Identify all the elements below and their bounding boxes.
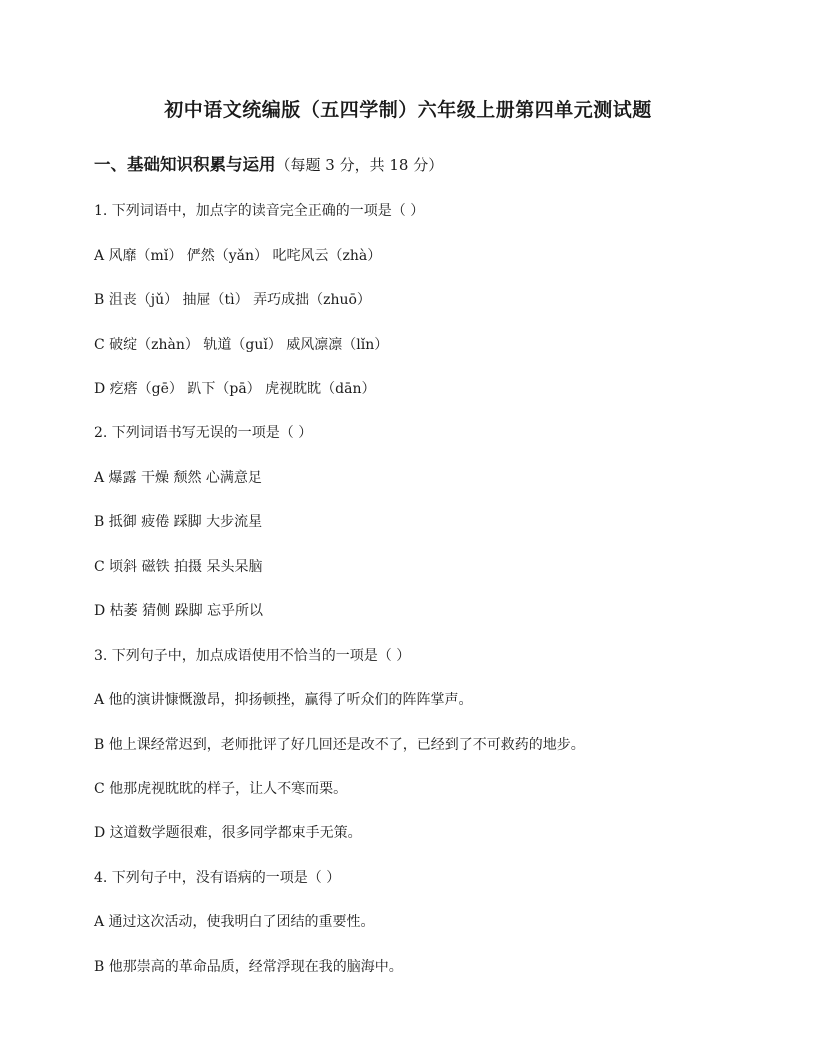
question-4-stem: 4. 下列句子中，没有语病的一项是（ ） bbox=[94, 870, 341, 886]
question-4-option-b: B 他那崇高的革命品质，经常浮现在我的脑海中。 bbox=[94, 959, 403, 975]
question-2-option-d: D 枯萎 猜侧 跺脚 忘乎所以 bbox=[94, 603, 264, 619]
question-1-stem: 1. 下列词语中，加点字的读音完全正确的一项是（ ） bbox=[94, 203, 425, 219]
question-1-option-a: A 风靡（mǐ） 俨然（yǎn） 叱咤风云（zhà） bbox=[94, 248, 382, 264]
question-4-option-a: A 通过这次活动，使我明白了团结的重要性。 bbox=[94, 914, 375, 930]
question-3-option-a: A 他的演讲慷慨激昂，抑扬顿挫，赢得了听众们的阵阵掌声。 bbox=[94, 692, 473, 708]
question-2-option-c: C 顷斜 磁铁 拍摄 呆头呆脑 bbox=[94, 559, 263, 575]
question-1-option-b: B 沮丧（jǔ） 抽屉（tì） 弄巧成拙（zhuō） bbox=[94, 292, 371, 308]
question-2-option-b: B 抵御 疲倦 踩脚 大步流星 bbox=[94, 514, 263, 530]
section-heading bbox=[94, 151, 443, 175]
question-3-option-b: B 他上课经常迟到，老师批评了好几回还是改不了，已经到了不可救药的地步。 bbox=[94, 737, 585, 753]
question-3-option-d: D 这道数学题很难，很多同学都束手无策。 bbox=[94, 825, 362, 841]
question-1-option-d: D 疙瘩（gē） 趴下（pā） 虎视眈眈（dān） bbox=[94, 381, 376, 397]
section-heading-text: 一、基础知识积累与运用 bbox=[94, 155, 276, 174]
question-3-option-c: C 他那虎视眈眈的样子，让人不寒而栗。 bbox=[94, 781, 348, 797]
section-score-note: （每题 3 分，共 18 分） bbox=[275, 156, 444, 174]
question-2-option-a: A 爆露 干燥 颓然 心满意足 bbox=[94, 470, 262, 486]
document-title: 初中语文统编版（五四学制）六年级上册第四单元测试题 bbox=[164, 99, 652, 121]
question-3-stem: 3. 下列句子中，加点成语使用不恰当的一项是（ ） bbox=[94, 648, 411, 664]
question-2-stem: 2. 下列词语书写无误的一项是（ ） bbox=[94, 425, 313, 441]
question-1-option-c: C 破绽（zhàn） 轨道（guǐ） 威风凛凛（lǐn） bbox=[94, 337, 389, 353]
